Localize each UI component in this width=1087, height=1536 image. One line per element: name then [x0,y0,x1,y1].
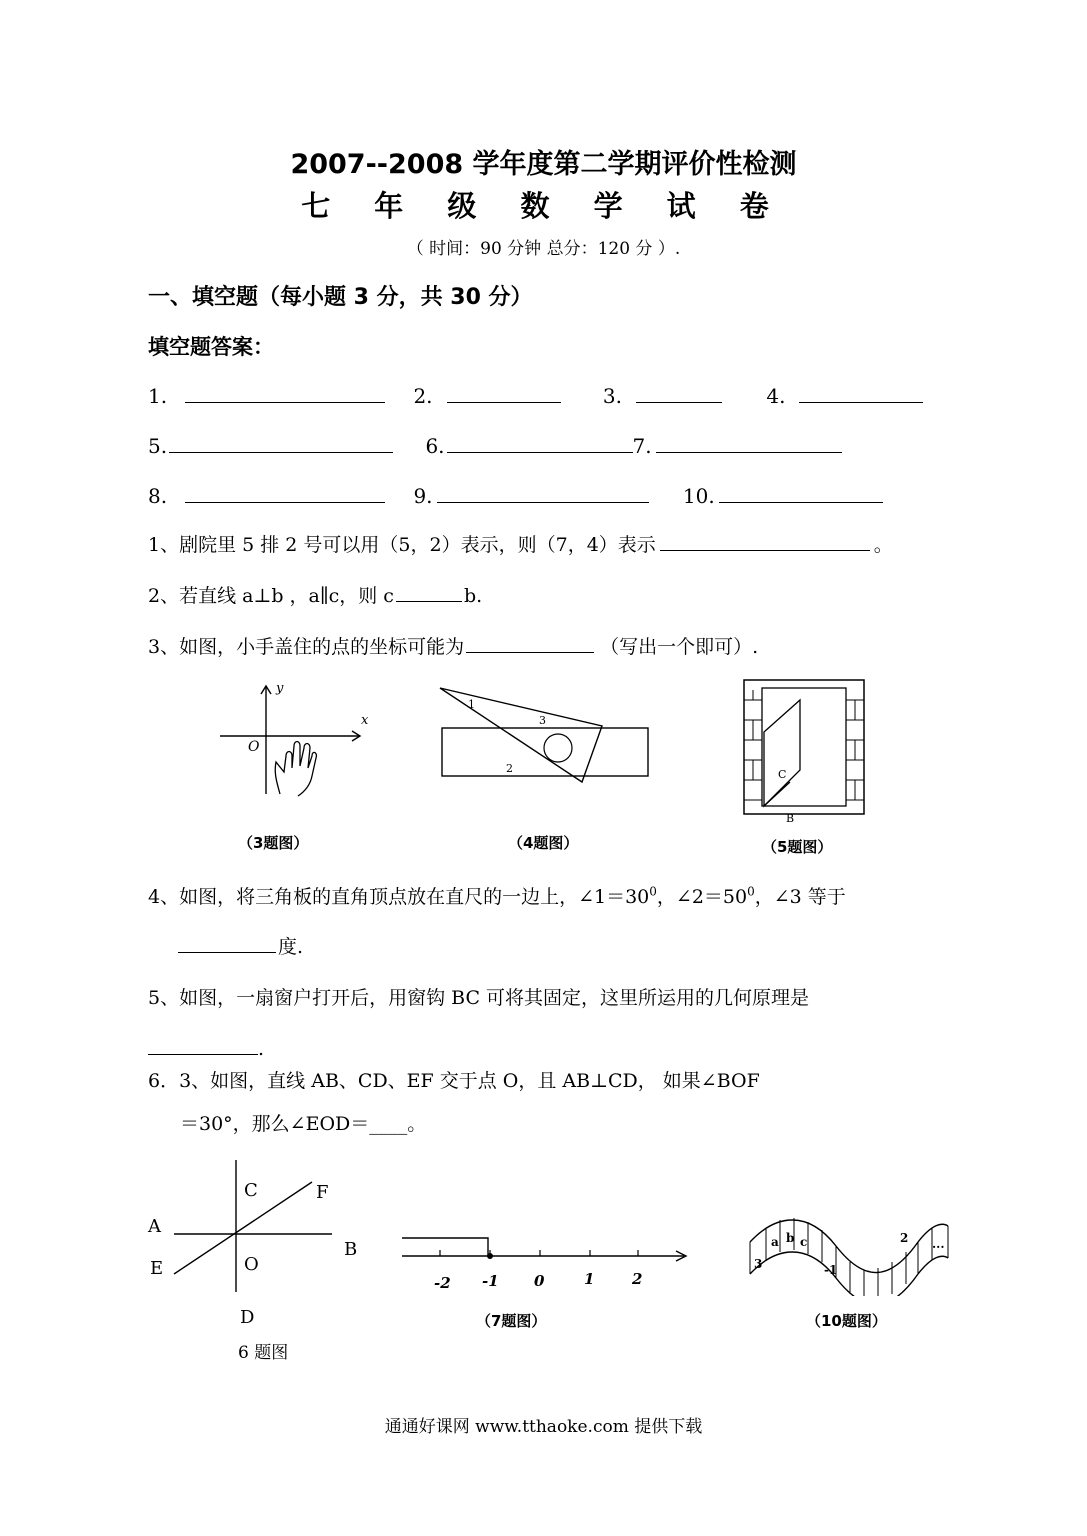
question-5 [148,983,809,1010]
fig7-tick-0: 0 [534,1272,545,1290]
figure-3-axes [214,676,374,806]
answer-blank-1[interactable] [185,382,385,403]
question-4-end: 度. [278,936,304,958]
answer-blank-5[interactable] [169,432,393,453]
answer-blank-6[interactable] [447,432,633,453]
figure-5-caption: （5题图） [762,838,833,856]
figure-10-ribbon [746,1212,952,1296]
question-4-sup-1: 0 [649,884,657,899]
fig6-label-c: C [244,1180,258,1201]
fig6-label-f: F [316,1182,329,1203]
answer-blank-9[interactable] [437,482,649,503]
fig5-label-c: C [778,768,787,781]
question-5-blank[interactable] [148,1034,258,1055]
question-3-text: 3、如图，小手盖住的点的坐标可能为 [148,636,465,658]
answer-label-7: 7. [632,434,652,458]
question-4 [148,882,846,909]
answer-label-8: 8. [148,484,168,508]
answer-label-10: 10. [682,484,715,508]
figure-6-intersecting-lines [140,1158,380,1338]
fig10-cell-c: c [800,1235,808,1249]
fig3-origin-label: O [248,739,260,755]
fig10-cell-3: 3 [754,1257,763,1271]
fig3-y-label: y [276,681,284,696]
answer-label-4: 4. [766,384,786,408]
hand-icon [275,742,316,797]
fig4-angle-3: 3 [539,714,546,727]
question-4-text-a: 4、如图，将三角板的直角顶点放在直尺的一边上，∠1＝30 [148,886,650,908]
question-3-blank[interactable] [466,632,594,653]
answer-blank-10[interactable] [719,482,883,503]
figure-4-ruler-triangle [436,682,656,792]
fig7-tick-2: 2 [632,1270,643,1288]
figure-6-caption: 6 题图 [238,1343,289,1363]
answer-blank-4[interactable] [799,382,923,403]
question-6-line-1: 6．3、如图，直线 AB、CD、EF 交于点 O，且 AB⊥CD， 如果∠BOF [148,1070,760,1092]
answer-label-2: 2. [413,384,433,408]
answer-label-3: 3. [602,384,622,408]
question-5-text: 5、如图，一扇窗户打开后，用窗钩 BC 可将其固定，这里所运用的几何原理是 [148,987,810,1009]
question-4-sup-2: 0 [747,884,755,899]
question-4-text-c: ，∠3 等于 [754,886,846,908]
question-6-line-2: ＝30°，那么∠EOD＝____。 [180,1113,427,1135]
question-2-blank[interactable] [396,581,462,602]
fig4-angle-2: 2 [506,762,513,775]
section-heading: 一、填空题（每小题 3 分，共 30 分） [148,285,533,310]
fig10-cell-m1: -1 [824,1263,838,1277]
fig4-angle-1: 1 [468,698,475,711]
answer-blank-8[interactable] [185,482,385,503]
fig7-tick-m2: -2 [434,1274,451,1292]
question-4-text-b: ，∠2＝50 [656,886,748,908]
question-1-end: 。 [873,534,893,556]
answer-label-6: 6. [425,434,445,458]
footer-source: 通通好课网 www.tthaoke.com 提供下载 [384,1417,703,1437]
figure-4-caption: （4题图） [508,834,579,852]
fig6-label-d: D [240,1307,255,1328]
question-2 [148,581,482,608]
figure-7-caption: （7题图） [476,1312,547,1330]
fig6-label-b: B [344,1239,358,1260]
question-5-end: . [258,1038,265,1060]
question-4-answer [178,932,303,959]
fig10-cell-2: 2 [900,1231,909,1245]
fig6-label-a: A [148,1216,161,1237]
fig3-x-label: x [361,713,369,728]
question-1-text: 1、剧院里 5 排 2 号可以用（5，2）表示，则（7，4）表示 [148,534,656,556]
question-3 [148,632,758,659]
answer-label-9: 9. [413,484,433,508]
question-5-answer [148,1034,264,1060]
answer-blank-3[interactable] [636,382,722,403]
fig7-tick-m1: -1 [482,1272,499,1290]
answer-row-1 [148,382,927,408]
exam-title: 2007--2008 学年度第二学期评价性检测 [290,149,797,180]
question-1-blank[interactable] [660,530,870,551]
question-4-blank[interactable] [178,932,276,953]
fig6-label-o: O [244,1254,259,1275]
answer-blank-7[interactable] [656,432,842,453]
fig6-label-e: E [150,1258,164,1279]
figure-7-number-line [398,1228,694,1300]
answer-blank-2[interactable] [447,382,561,403]
figure-10-caption: （10题图） [806,1312,887,1330]
question-2-text: 2、若直线 a⊥b ，a∥c，则 c [148,585,394,607]
fig10-cell-ellipsis: ... [932,1237,945,1251]
fig5-label-b: B [786,812,795,824]
figure-5-window [742,678,866,824]
fig10-cell-a: a [771,1235,779,1249]
figure-3-caption: （3题图） [238,834,309,852]
answer-row-3 [148,482,887,508]
fig10-cell-b: b [786,1231,795,1245]
answer-label-5: 5. [148,434,168,458]
exam-meta: （ 时间：90 分钟 总分：120 分 ）. [406,239,681,259]
answer-row-2 [148,432,846,458]
exam-subtitle: 七 年 级 数 学 试 卷 [301,189,786,223]
fig7-tick-1: 1 [584,1270,595,1288]
question-2-end: b. [463,585,483,607]
answer-label-1: 1. [148,384,168,408]
question-1 [148,530,893,557]
answer-heading: 填空题答案： [148,335,274,359]
question-3-end: （写出一个即可）. [600,636,759,658]
